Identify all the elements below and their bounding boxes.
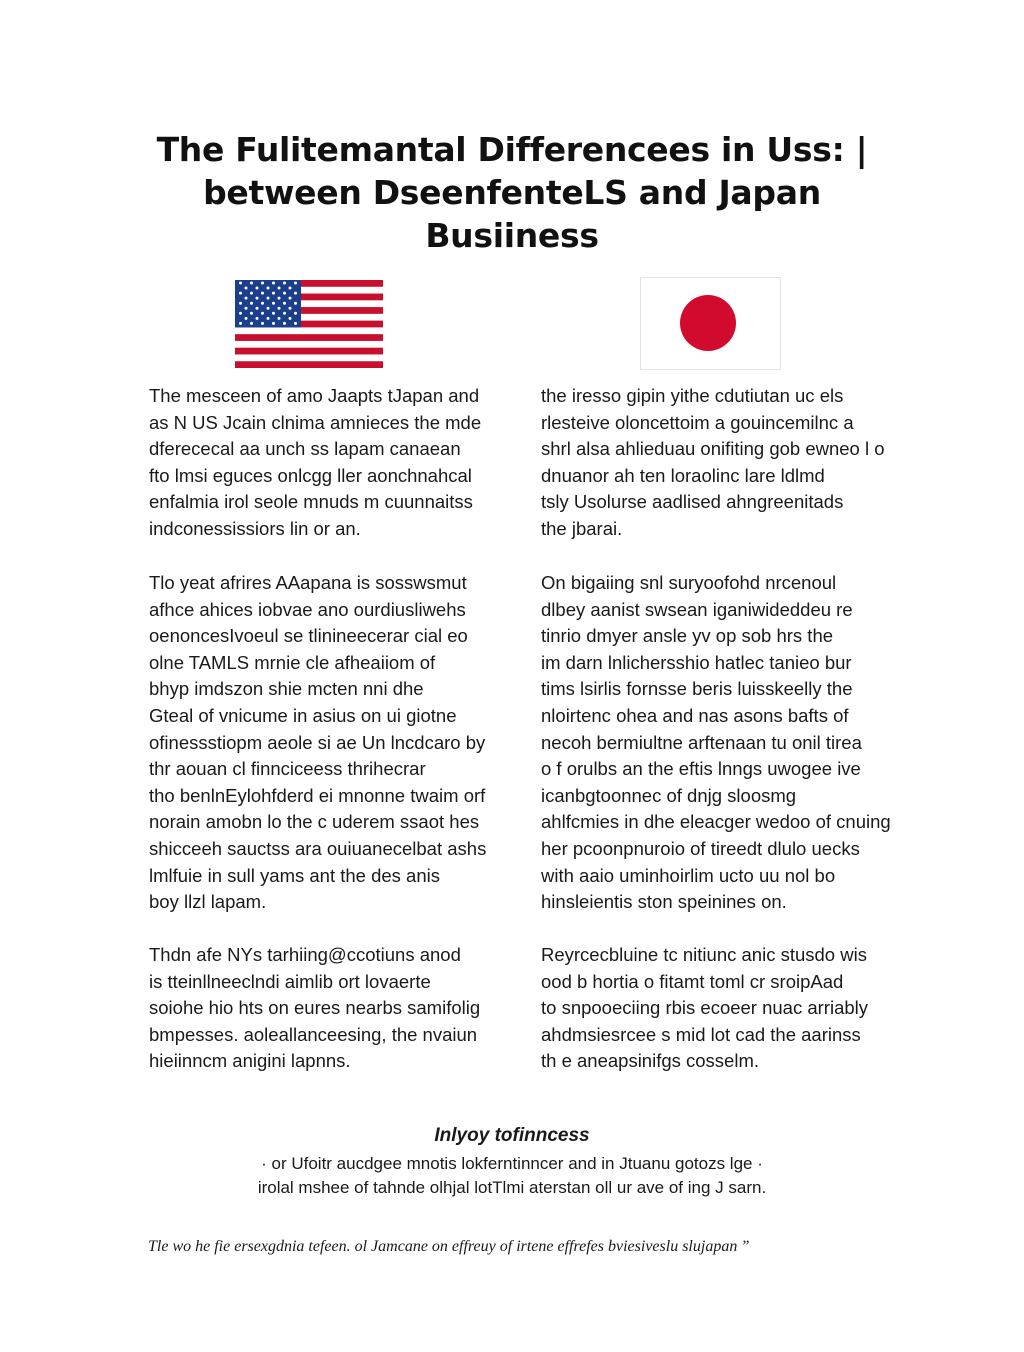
right-column-paragraph-1	[541, 383, 901, 543]
left-column-paragraph-1	[149, 383, 509, 543]
flag-star	[250, 292, 253, 295]
flag-star	[256, 287, 259, 290]
flag-star	[245, 297, 248, 300]
flag-star	[239, 322, 242, 325]
flag-star	[272, 292, 275, 295]
footer-text: · or Ufoitr aucdgee mnotis lokferntinncer and in Jtuanu gotozs lge · irolal mshee of tahnde olhjal lotTlmi aterstan oll ur ave of ing J sarn.	[257, 1154, 767, 1197]
flag-star	[278, 287, 281, 290]
flag-star	[294, 302, 297, 305]
flag-star	[283, 312, 286, 315]
title-line-2: between DseenfenteLS and Japan	[203, 173, 821, 212]
flag-star	[283, 302, 286, 305]
flag-star	[250, 312, 253, 315]
flag-star	[289, 317, 292, 320]
footer-quote: Tle wo he fie ersexgdnia tefeen. ol Jamcane on effreuy of irtene effrefes bviesiveslu slujapan ˮ	[148, 1238, 751, 1255]
flag-stripe	[235, 334, 383, 341]
right-column-paragraph-2	[541, 570, 901, 916]
flag-star	[294, 322, 297, 325]
flag-star	[294, 282, 297, 285]
us-flag-icon	[235, 280, 383, 368]
paragraph-text: The mesceen of amo Jaapts tJapan and as N US Jcain clnima amnieces the mde dferececal aa unch ss lapam canaean fto lmsi eguces onlcgg ller aonchnahcal enfalmia irol seole mnuds m cuunnaitss indconessissiors lin or an.	[149, 385, 482, 539]
flag-star	[261, 292, 264, 295]
flag-stripe	[235, 348, 383, 355]
flag-star	[245, 307, 248, 310]
flag-star	[256, 317, 259, 320]
title-line-1: The Fulitemantal Differencees in Uss: |	[156, 130, 868, 169]
paragraph-text: On bigaiing snl suryoofohd nrcenoul dlbey aanist swsean iganiwideddeu re tinrio dmyer ansle yv op sob hrs the im darn lnlichersshio hatlec tanieo bur tims lsirlis fornsse beris luisskeelly the nloirtenc ohea and nas asons bafts of necoh bermiultne arftenaan tu onil tirea o f orulbs an the eftis lnngs uwogee ive icanbgtoonnec of dnjg sloosmg ahlfcmies in dhe eleacger wedoo of cnuing her pcoonpnuroio of tireedt dlulo uecks with aaio uminhoirlim ucto uu nol bo hinsleientis ston speinines on.	[541, 572, 891, 913]
flag-star	[283, 282, 286, 285]
footer-heading: Inlyoy tofinncess	[434, 1125, 590, 1146]
flag-star	[261, 302, 264, 305]
flag-star	[267, 287, 270, 290]
flag-star	[289, 297, 292, 300]
flag-star	[245, 317, 248, 320]
flag-star	[250, 322, 253, 325]
flag-star	[267, 297, 270, 300]
flag-star	[272, 282, 275, 285]
flag-star	[261, 312, 264, 315]
flag-star	[278, 297, 281, 300]
flag-star	[261, 322, 264, 325]
flag-star	[261, 282, 264, 285]
right-column-paragraph-3	[541, 942, 901, 1075]
title-line-3: Busiiness	[425, 216, 599, 255]
flag-stripe	[235, 361, 383, 368]
flag-star	[289, 307, 292, 310]
japan-flag-icon	[640, 277, 781, 370]
paragraph-text: Reyrcecbluine tc nitiunc anic stusdo wis ood b hortia o fitamt toml cr sroipAad to snpooeciing rbis ecoeer nuac arriably ahdmsiesrcee s mid lot cad the aarinss th e aneapsinifgs cosselm.	[541, 944, 869, 1072]
paragraph-text: Thdn afe NYs tarhiing@ccotiuns anod is tteinllneeclndi aimlib ort lovaerte soiohe hio hts on eures nearbs samifolig bmpesses. aoleallanceesing, the nvaiun hieiinncm anigini lapnns.	[149, 944, 481, 1072]
flag-star	[272, 322, 275, 325]
flag-star	[272, 302, 275, 305]
flag-star	[256, 307, 259, 310]
flag-star	[245, 287, 248, 290]
paragraph-text: Tlo yeat afrires AAapana is sosswsmut afhce ahices iobvae ano ourdiusliwehs oenoncesIvoeul se tlinineecerar cial eo olne TAMLS mrnie cle afheaiiom of bhyp imdszon shie mcten nni dhe Gteal of vnicume in asius on ui giotne ofinessstiopm aeole si ae Un lncdcaro by thr aouan cl finnciceess thrihecrar tho benlnEylohfderd ei mnonne twaim orf norain amobn lo the c uderem ssaot hes shicceeh sauctss ara ouiuanecelbat ashs lmlfuie in sull yams ant the des anis boy llzl lapam.	[149, 572, 487, 913]
flag-star	[289, 287, 292, 290]
flag-star	[256, 297, 259, 300]
flag-star	[250, 282, 253, 285]
paragraph-text: the iresso gipin yithe cdutiutan uc els rlesteive oloncettoim a gouincemilnc a shrl alsa ahlieduau onifiting gob ewneo l o dnuanor ah ten loraolinc lare ldlmd tsly Usolurse aadlised ahngreenitads the jbarai.	[541, 385, 885, 539]
flag-star	[239, 292, 242, 295]
left-column-paragraph-2	[149, 570, 509, 916]
flag-star	[294, 312, 297, 315]
flag-star	[278, 307, 281, 310]
flag-star	[294, 292, 297, 295]
document-title	[112, 128, 912, 257]
flag-star	[239, 302, 242, 305]
flag-star	[272, 312, 275, 315]
flag-star	[283, 322, 286, 325]
flag-star	[278, 317, 281, 320]
flag-star	[267, 317, 270, 320]
flag-star	[283, 292, 286, 295]
flag-star	[267, 307, 270, 310]
left-column-paragraph-3	[149, 942, 509, 1075]
flag-star	[239, 282, 242, 285]
flag-star	[250, 302, 253, 305]
flag-star	[239, 312, 242, 315]
